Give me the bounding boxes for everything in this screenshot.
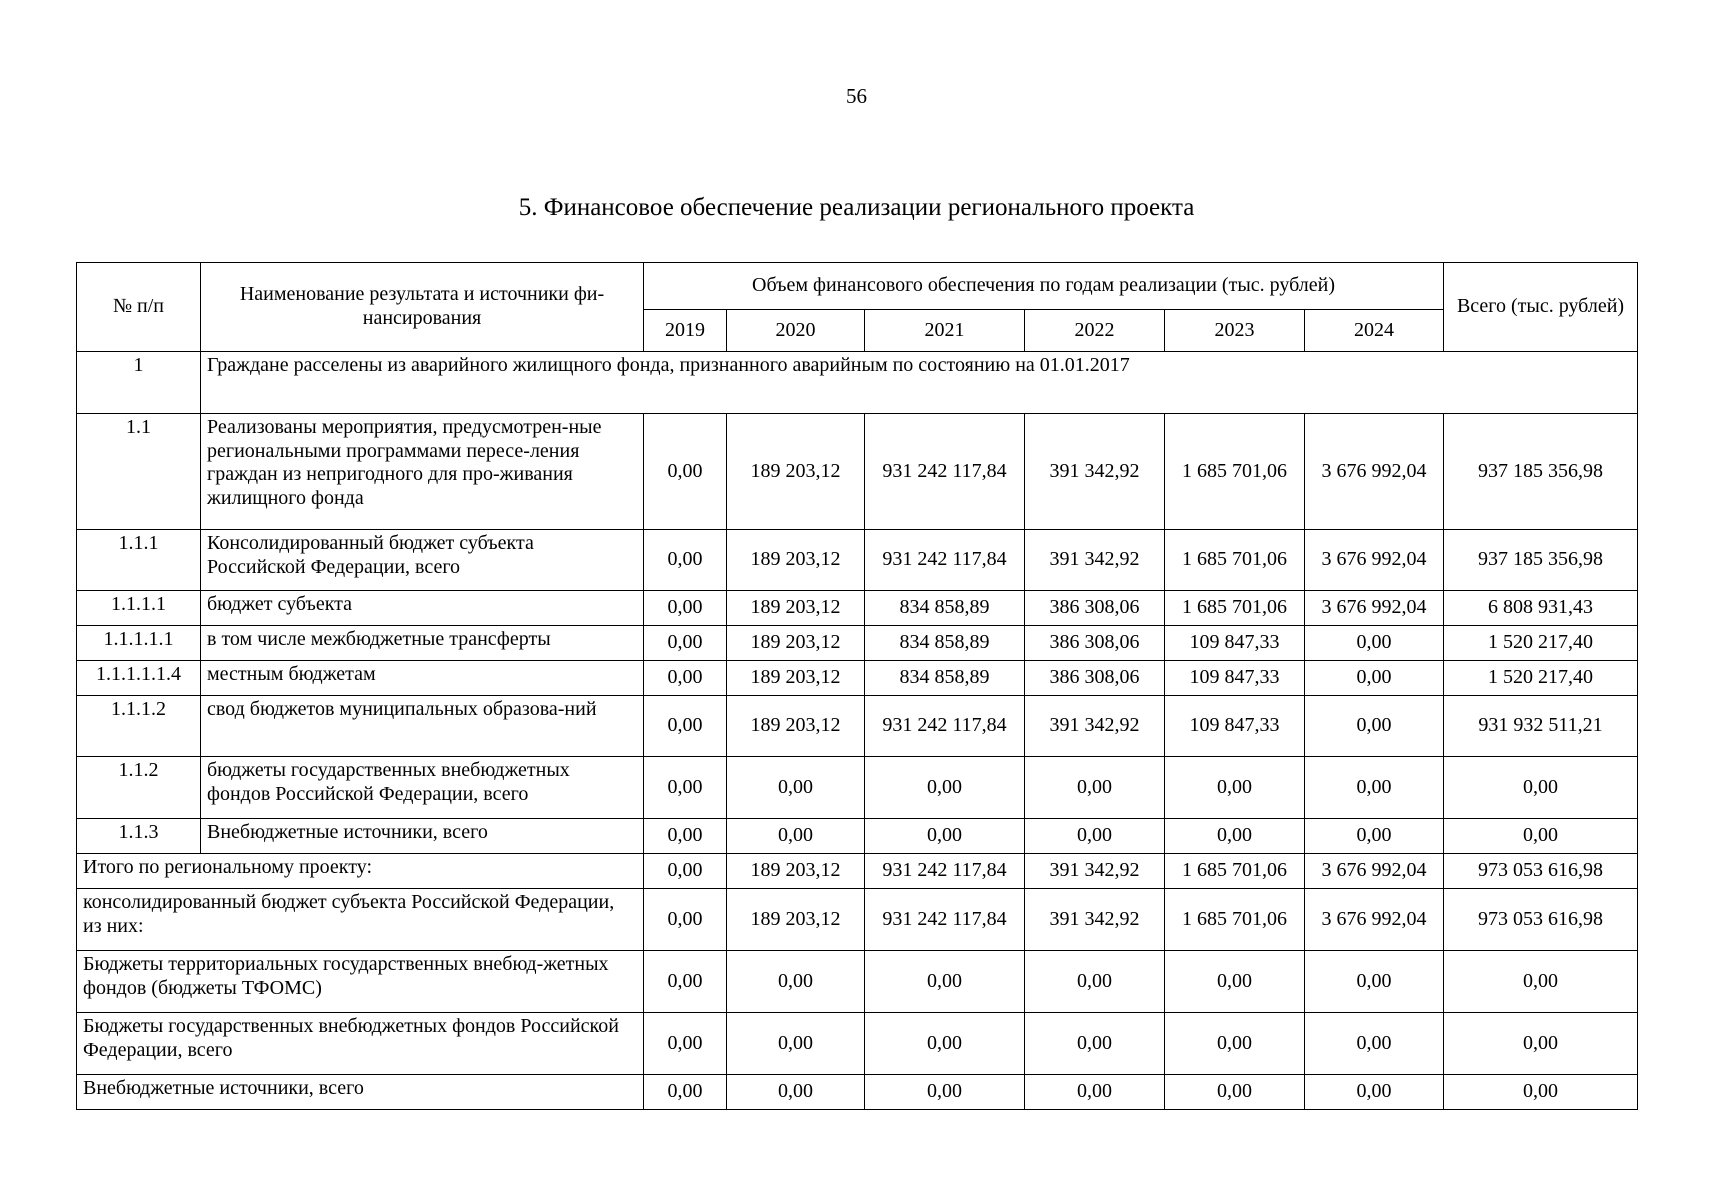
- table-row: [77, 626, 1638, 661]
- value-2021: 931 242 117,84: [865, 530, 1025, 591]
- value-2024: 0,00: [1305, 1075, 1444, 1110]
- value-total: 0,00: [1444, 819, 1638, 854]
- table-row: [77, 414, 1638, 530]
- value-total: 937 185 356,98: [1444, 530, 1638, 591]
- value-2019: 0,00: [644, 1075, 727, 1110]
- value-2023: 0,00: [1165, 951, 1305, 1013]
- value-2020: 189 203,12: [727, 889, 865, 951]
- value-2021: 834 858,89: [865, 661, 1025, 696]
- value-2023: 1 685 701,06: [1165, 889, 1305, 951]
- row-name: местным бюджетам: [201, 661, 644, 696]
- total-row-label: Внебюджетные источники, всего: [77, 1075, 644, 1110]
- value-2024: 0,00: [1305, 1013, 1444, 1075]
- section-text: Граждане расселены из аварийного жилищного фонда, признанного аварийным по состоянию на 01.01.2017: [201, 352, 1638, 414]
- value-2019: 0,00: [644, 696, 727, 757]
- value-2022: 391 342,92: [1025, 414, 1165, 530]
- value-2021: 0,00: [865, 1013, 1025, 1075]
- value-2022: 0,00: [1025, 951, 1165, 1013]
- value-2020: 0,00: [727, 819, 865, 854]
- value-2022: 391 342,92: [1025, 854, 1165, 889]
- value-2020: 189 203,12: [727, 661, 865, 696]
- value-2021: 931 242 117,84: [865, 854, 1025, 889]
- value-2024: 3 676 992,04: [1305, 414, 1444, 530]
- table-row: [77, 819, 1638, 854]
- row-num: 1.1.3: [77, 819, 201, 854]
- total-row-label: консолидированный бюджет субъекта Российской Федерации, из них:: [77, 889, 644, 951]
- value-total: 1 520 217,40: [1444, 661, 1638, 696]
- value-2024: 3 676 992,04: [1305, 591, 1444, 626]
- table-row: [77, 696, 1638, 757]
- header-num: № п/п: [77, 263, 201, 352]
- value-2019: 0,00: [644, 757, 727, 819]
- total-row-label: Бюджеты государственных внебюджетных фондов Российской Федерации, всего: [77, 1013, 644, 1075]
- value-total: 973 053 616,98: [1444, 854, 1638, 889]
- total-row-label: Бюджеты территориальных государственных внебюд-жетных фондов (бюджеты ТФОМС): [77, 951, 644, 1013]
- header-year: 2019: [644, 310, 727, 352]
- value-2022: 391 342,92: [1025, 530, 1165, 591]
- value-2019: 0,00: [644, 854, 727, 889]
- value-total: 6 808 931,43: [1444, 591, 1638, 626]
- value-2024: 0,00: [1305, 757, 1444, 819]
- value-2022: 0,00: [1025, 757, 1165, 819]
- row-num: 1.1.1.1.1.4: [77, 661, 201, 696]
- value-2019: 0,00: [644, 951, 727, 1013]
- value-2019: 0,00: [644, 414, 727, 530]
- header-year: 2024: [1305, 310, 1444, 352]
- row-num: 1.1.1: [77, 530, 201, 591]
- row-name: свод бюджетов муниципальных образова-ний: [201, 696, 644, 757]
- value-2023: 0,00: [1165, 819, 1305, 854]
- value-2020: 0,00: [727, 1075, 865, 1110]
- header-volume: Объем финансового обеспечения по годам реализации (тыс. рублей): [644, 263, 1444, 310]
- value-total: 973 053 616,98: [1444, 889, 1638, 951]
- total-row: [77, 854, 1638, 889]
- value-2021: 931 242 117,84: [865, 889, 1025, 951]
- value-2019: 0,00: [644, 661, 727, 696]
- total-row: [77, 1075, 1638, 1110]
- row-name: Консолидированный бюджет субъекта Российской Федерации, всего: [201, 530, 644, 591]
- value-2024: 0,00: [1305, 951, 1444, 1013]
- header-year: 2023: [1165, 310, 1305, 352]
- table-row: [77, 757, 1638, 819]
- row-num: 1.1.2: [77, 757, 201, 819]
- value-2023: 1 685 701,06: [1165, 530, 1305, 591]
- value-2019: 0,00: [644, 819, 727, 854]
- value-2022: 391 342,92: [1025, 889, 1165, 951]
- value-2019: 0,00: [644, 591, 727, 626]
- table-row: [77, 661, 1638, 696]
- row-num: 1.1: [77, 414, 201, 530]
- value-2024: 3 676 992,04: [1305, 854, 1444, 889]
- value-2019: 0,00: [644, 626, 727, 661]
- value-2021: 931 242 117,84: [865, 696, 1025, 757]
- value-2021: 834 858,89: [865, 626, 1025, 661]
- header-year: 2021: [865, 310, 1025, 352]
- header-total: Всего (тыс. рублей): [1444, 263, 1638, 352]
- table-row: [77, 591, 1638, 626]
- value-2022: 0,00: [1025, 1013, 1165, 1075]
- value-2020: 189 203,12: [727, 696, 865, 757]
- value-2023: 109 847,33: [1165, 626, 1305, 661]
- header-name: Наименование результата и источники фи-нансирования: [201, 263, 644, 352]
- value-total: 0,00: [1444, 951, 1638, 1013]
- value-2021: 0,00: [865, 951, 1025, 1013]
- value-2019: 0,00: [644, 889, 727, 951]
- value-2024: 0,00: [1305, 661, 1444, 696]
- row-name: Внебюджетные источники, всего: [201, 819, 644, 854]
- value-2023: 1 685 701,06: [1165, 854, 1305, 889]
- value-2021: 931 242 117,84: [865, 414, 1025, 530]
- financing-table: [76, 262, 1638, 1110]
- value-total: 931 932 511,21: [1444, 696, 1638, 757]
- row-name: в том числе межбюджетные трансферты: [201, 626, 644, 661]
- value-2020: 189 203,12: [727, 530, 865, 591]
- value-2023: 1 685 701,06: [1165, 591, 1305, 626]
- value-2019: 0,00: [644, 1013, 727, 1075]
- value-2020: 189 203,12: [727, 591, 865, 626]
- value-2023: 1 685 701,06: [1165, 414, 1305, 530]
- value-2022: 0,00: [1025, 819, 1165, 854]
- value-2022: 386 308,06: [1025, 626, 1165, 661]
- header-year: 2022: [1025, 310, 1165, 352]
- value-2023: 0,00: [1165, 1013, 1305, 1075]
- page-number: 56: [846, 84, 867, 108]
- header-year: 2020: [727, 310, 865, 352]
- value-2023: 109 847,33: [1165, 661, 1305, 696]
- value-2020: 189 203,12: [727, 854, 865, 889]
- value-2021: 0,00: [865, 819, 1025, 854]
- value-total: 0,00: [1444, 757, 1638, 819]
- value-2020: 0,00: [727, 757, 865, 819]
- value-2023: 0,00: [1165, 757, 1305, 819]
- row-name: Реализованы мероприятия, предусмотрен-ные региональными программами пересе-ления граждан из непригодного для про-живания жилищного фонда: [201, 414, 644, 530]
- value-total: 1 520 217,40: [1444, 626, 1638, 661]
- value-2020: 0,00: [727, 951, 865, 1013]
- value-2019: 0,00: [644, 530, 727, 591]
- total-row: [77, 1013, 1638, 1075]
- row-num: 1.1.1.1: [77, 591, 201, 626]
- section-row: [77, 352, 1638, 414]
- section-num: 1: [77, 352, 201, 414]
- row-num: 1.1.1.2: [77, 696, 201, 757]
- value-2022: 386 308,06: [1025, 591, 1165, 626]
- value-2022: 0,00: [1025, 1075, 1165, 1110]
- row-name: бюджет субъекта: [201, 591, 644, 626]
- value-2021: 0,00: [865, 757, 1025, 819]
- value-2021: 834 858,89: [865, 591, 1025, 626]
- total-row: [77, 889, 1638, 951]
- row-name: бюджеты государственных внебюджетных фондов Российской Федерации, всего: [201, 757, 644, 819]
- value-2024: 0,00: [1305, 696, 1444, 757]
- value-2024: 0,00: [1305, 626, 1444, 661]
- value-2023: 0,00: [1165, 1075, 1305, 1110]
- value-2020: 189 203,12: [727, 414, 865, 530]
- value-2021: 0,00: [865, 1075, 1025, 1110]
- row-num: 1.1.1.1.1: [77, 626, 201, 661]
- value-2024: 3 676 992,04: [1305, 889, 1444, 951]
- value-2023: 109 847,33: [1165, 696, 1305, 757]
- page-title: 5. Финансовое обеспечение реализации регионального проекта: [518, 194, 1195, 221]
- value-2022: 391 342,92: [1025, 696, 1165, 757]
- value-2020: 189 203,12: [727, 626, 865, 661]
- value-total: 0,00: [1444, 1075, 1638, 1110]
- table-row: [77, 530, 1638, 591]
- total-row: [77, 951, 1638, 1013]
- value-2024: 0,00: [1305, 819, 1444, 854]
- value-total: 0,00: [1444, 1013, 1638, 1075]
- value-2020: 0,00: [727, 1013, 865, 1075]
- value-2024: 3 676 992,04: [1305, 530, 1444, 591]
- total-row-label: Итого по региональному проекту:: [77, 854, 644, 889]
- value-total: 937 185 356,98: [1444, 414, 1638, 530]
- value-2022: 386 308,06: [1025, 661, 1165, 696]
